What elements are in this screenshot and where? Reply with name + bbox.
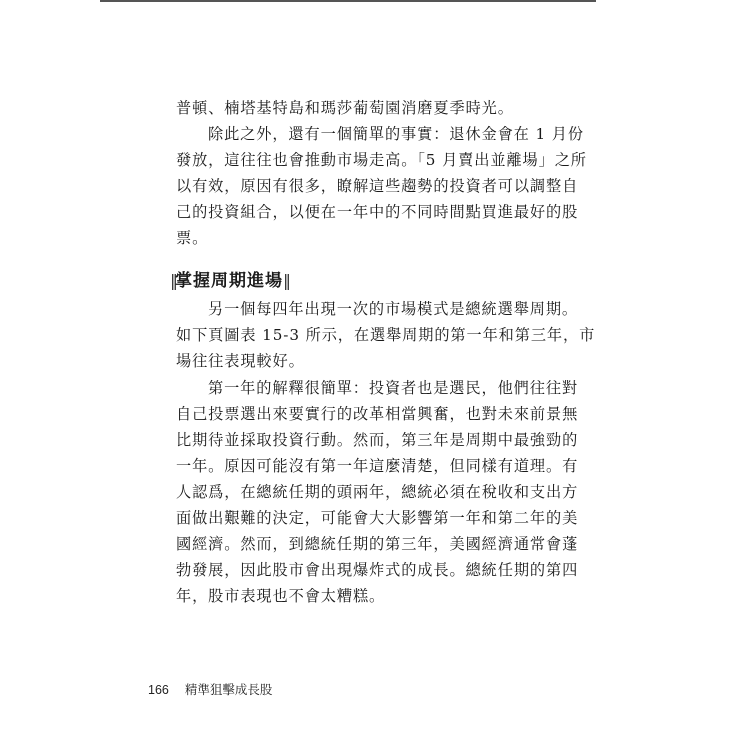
page-number: 166 bbox=[148, 683, 169, 697]
text-line: 國經濟。然而，到總統任期的第三年，美國經濟通常會蓬 bbox=[176, 535, 579, 553]
heading-bar-right: ‖ bbox=[283, 271, 288, 290]
text-line: 比期待並採取投資行動。然而，第三年是周期中最強勁的 bbox=[176, 431, 579, 449]
text-line: 發放，這往往也會推動市場走高。「5 月賣出並離場」之所 bbox=[176, 151, 587, 169]
text-line: 一年。原因可能沒有第一年這麼清楚，但同樣有道理。有 bbox=[176, 457, 579, 475]
text-line: 另一個每四年出現一次的市場模式是總統選舉周期。 bbox=[208, 300, 579, 318]
page-body bbox=[170, 0, 596, 750]
book-title: 精準狙擊成長股 bbox=[184, 683, 273, 697]
text-line: 人認爲，在總統任期的頭兩年，總統必須在稅收和支出方 bbox=[176, 483, 579, 501]
text-line: 年，股市表現也不會太糟糕。 bbox=[176, 587, 386, 605]
text-line: 如下頁圖表 15-3 所示，在選舉周期的第一年和第三年，市 bbox=[176, 326, 596, 344]
text-line: 面做出艱難的決定，可能會大大影響第一年和第二年的美 bbox=[176, 509, 579, 527]
heading-bar-left: ‖ bbox=[170, 271, 175, 290]
section-heading bbox=[170, 266, 288, 296]
section-title: 掌握周期進場 bbox=[175, 271, 283, 291]
text-line: 普頓、楠塔基特島和瑪莎葡萄園消磨夏季時光。 bbox=[176, 99, 514, 117]
text-line: 除此之外，還有一個簡單的事實：退休金會在 1 月份 bbox=[208, 125, 584, 143]
text-line: 場往往表現較好。 bbox=[176, 352, 305, 370]
text-line: 票。 bbox=[176, 229, 209, 247]
text-line: 勃發展，因此股市會出現爆炸式的成長。總統任期的第四 bbox=[176, 561, 579, 579]
page-footer bbox=[148, 680, 272, 698]
text-line: 己的投資組合，以便在一年中的不同時間點買進最好的股 bbox=[176, 203, 579, 221]
text-line: 自己投票選出來要實行的改革相當興奮，也對未來前景無 bbox=[176, 405, 579, 423]
text-line: 以有效，原因有很多，瞭解這些趨勢的投資者可以調整自 bbox=[176, 177, 579, 195]
text-line: 第一年的解釋很簡單：投資者也是選民，他們往往對 bbox=[208, 379, 579, 397]
